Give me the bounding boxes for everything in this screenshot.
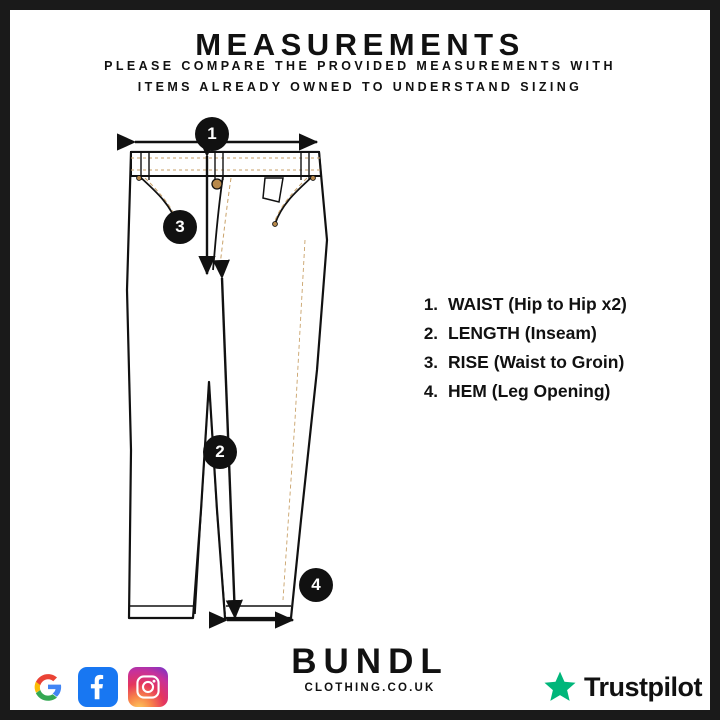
instagram-glyph (135, 674, 161, 700)
subtitle-line-1: PLEASE COMPARE THE PROVIDED MEASUREMENTS WITH (104, 59, 616, 73)
legend-number-1: 1. (423, 295, 438, 314)
legend-label-4: HEM (Leg Opening) (448, 381, 611, 401)
callout-badge-4: 4 (299, 568, 333, 602)
legend-label-2: LENGTH (Inseam) (448, 323, 597, 343)
brand-name: BUNDL (291, 642, 449, 681)
callout-badge-2: 2 (203, 435, 237, 469)
legend-item-hem (408, 381, 698, 402)
facebook-glyph (83, 672, 113, 702)
google-glyph (33, 672, 63, 702)
trustpilot-badge[interactable] (543, 670, 702, 704)
page-subtitle (40, 56, 680, 98)
legend-label-3: RISE (Waist to Groin) (448, 352, 625, 372)
facebook-icon[interactable] (78, 667, 118, 707)
social-links (28, 667, 168, 707)
trustpilot-label: Trustpilot (584, 671, 702, 702)
legend-number-3: 3. (423, 353, 438, 372)
measurement-card (10, 10, 710, 710)
legend-item-rise (408, 352, 698, 373)
brand-logo (260, 644, 480, 694)
legend-number-2: 2. (423, 324, 438, 343)
measurement-legend (408, 294, 698, 410)
legend-label-1: WAIST (Hip to Hip x2) (448, 294, 627, 314)
callout-badge-1: 1 (195, 117, 229, 151)
brand-domain: CLOTHING.CO.UK (304, 682, 436, 694)
callout-badge-3: 3 (163, 210, 197, 244)
legend-item-length (408, 323, 698, 344)
page-title: MEASUREMENTS (195, 27, 525, 62)
trustpilot-star-icon (543, 670, 577, 704)
legend-item-waist (408, 294, 698, 315)
legend-number-4: 4. (423, 382, 438, 401)
jeans-diagram (105, 120, 415, 640)
subtitle-line-2: ITEMS ALREADY OWNED TO UNDERSTAND SIZING (137, 80, 583, 94)
google-icon[interactable] (28, 667, 68, 707)
instagram-icon[interactable] (128, 667, 168, 707)
